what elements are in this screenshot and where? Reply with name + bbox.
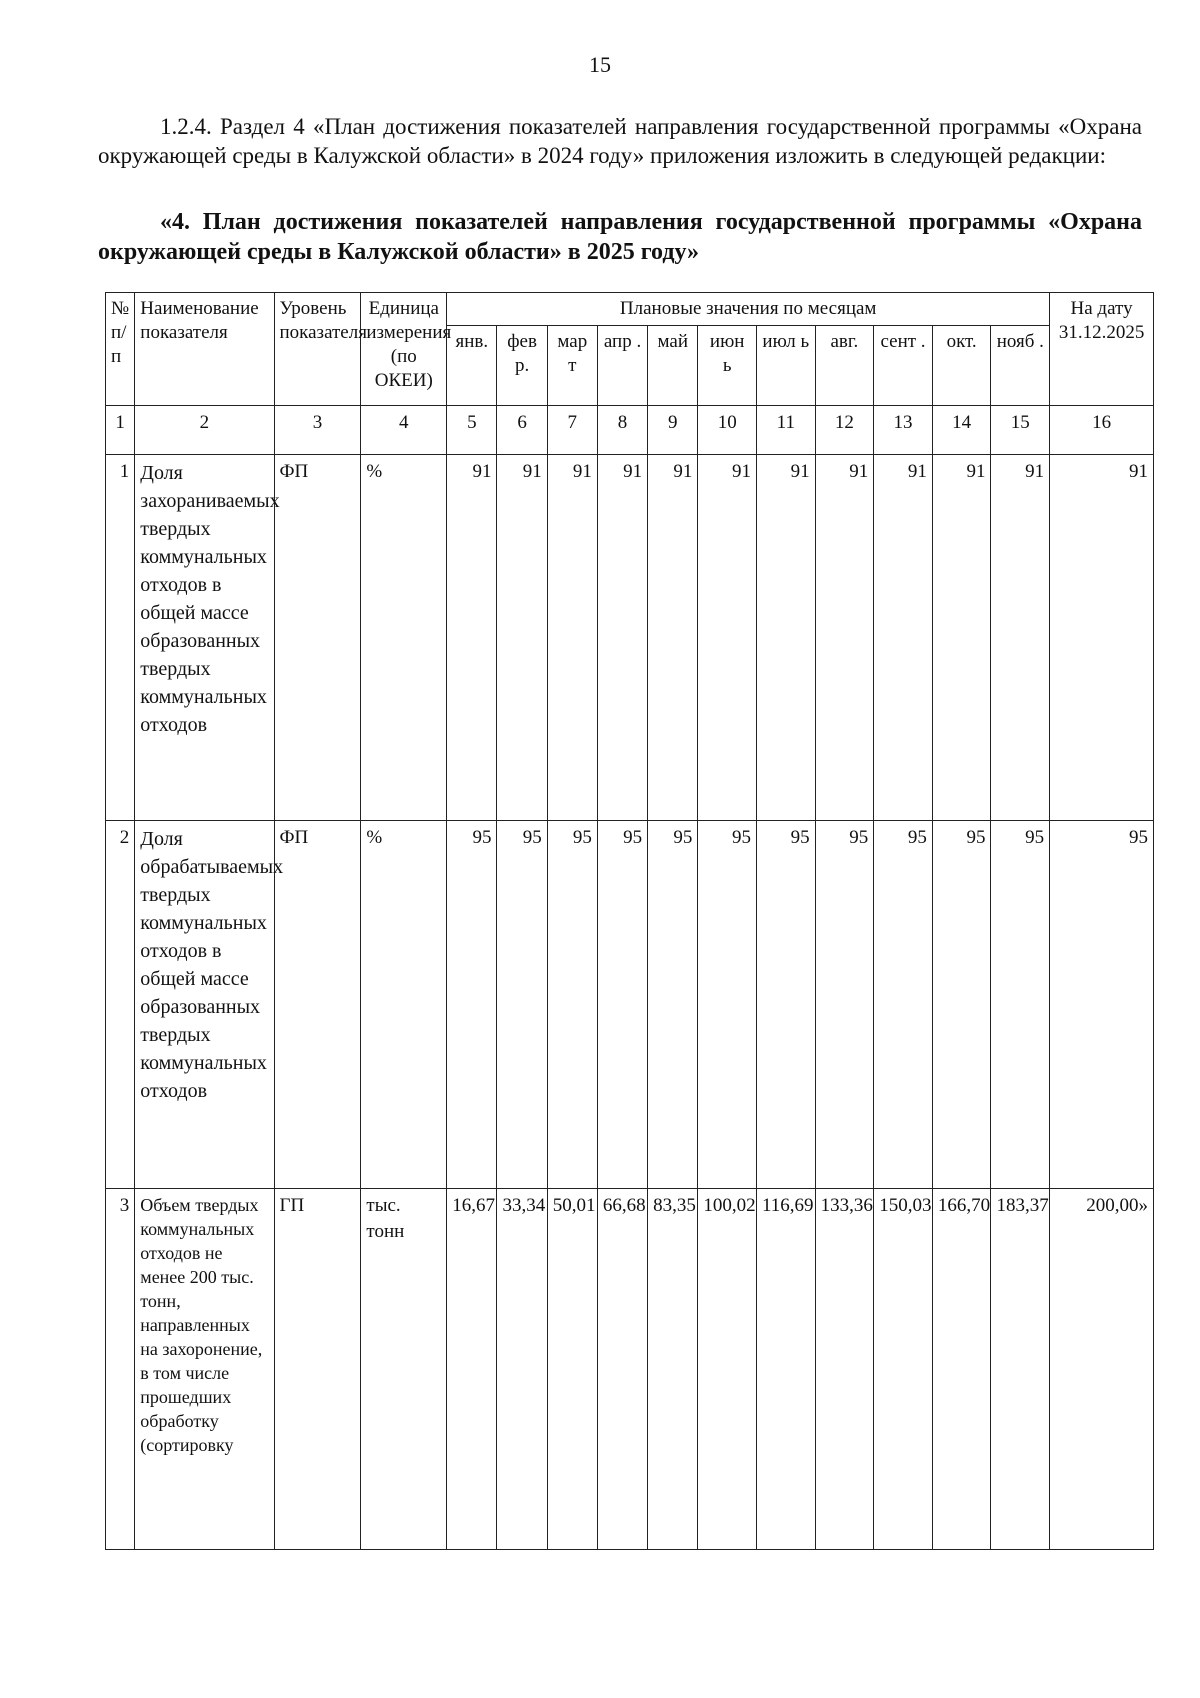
- intro-paragraph: [98, 112, 1142, 170]
- header-unit: Единица измерения (по ОКЕИ): [361, 293, 447, 406]
- month-value: 91: [932, 455, 991, 821]
- month-value: 95: [874, 821, 933, 1189]
- header-num: № п/п: [106, 293, 135, 406]
- column-number: 11: [757, 406, 816, 455]
- column-number: 4: [361, 406, 447, 455]
- row-num: 3: [106, 1189, 135, 1550]
- header-month: авг.: [815, 326, 874, 406]
- column-number: 12: [815, 406, 874, 455]
- indicator-level: ФП: [274, 455, 361, 821]
- column-number: 7: [547, 406, 597, 455]
- header-month: апр .: [597, 326, 647, 406]
- month-value: 166,70: [932, 1189, 991, 1550]
- month-value: 100,02: [698, 1189, 757, 1550]
- column-number: 1: [106, 406, 135, 455]
- month-value: 95: [447, 821, 497, 1189]
- month-value: 95: [698, 821, 757, 1189]
- column-number: 15: [991, 406, 1050, 455]
- date-value: 200,00»: [1050, 1189, 1154, 1550]
- month-value: 95: [991, 821, 1050, 1189]
- header-month: янв.: [447, 326, 497, 406]
- month-value: 116,69: [757, 1189, 816, 1550]
- header-name: Наименование показателя: [135, 293, 274, 406]
- header-month: сент .: [874, 326, 933, 406]
- date-value: 95: [1050, 821, 1154, 1189]
- intro-text: 1.2.4. Раздел 4 «План достижения показателей направления государственной программы «Охрана окружающей среды в Калужской области» в 2024 году» приложения изложить в следующей редакции:: [98, 114, 1142, 168]
- row-num: 1: [106, 455, 135, 821]
- month-value: 95: [932, 821, 991, 1189]
- month-value: 95: [547, 821, 597, 1189]
- month-value: 133,36: [815, 1189, 874, 1550]
- column-number: 3: [274, 406, 361, 455]
- section-title: [98, 207, 1142, 267]
- month-value: 91: [991, 455, 1050, 821]
- column-number: 16: [1050, 406, 1154, 455]
- header-month: июл ь: [757, 326, 816, 406]
- month-value: 50,01: [547, 1189, 597, 1550]
- column-number: 5: [447, 406, 497, 455]
- indicator-level: ФП: [274, 821, 361, 1189]
- month-value: 95: [497, 821, 547, 1189]
- column-number: 8: [597, 406, 647, 455]
- header-month: мар т: [547, 326, 597, 406]
- section-title-text: «4. План достижения показателей направления государственной программы «Охрана окружающей среды в Калужской области» в 2025 году»: [98, 209, 1142, 265]
- indicator-level: ГП: [274, 1189, 361, 1550]
- month-value: 91: [698, 455, 757, 821]
- date-value: 91: [1050, 455, 1154, 821]
- indicator-name: Доля захораниваемых твердых коммунальных отходов в общей массе образованных твердых коммунальных отходов: [135, 455, 274, 821]
- month-value: 91: [497, 455, 547, 821]
- month-value: 95: [757, 821, 816, 1189]
- header-month: окт.: [932, 326, 991, 406]
- indicator-unit: %: [361, 455, 447, 821]
- month-value: 91: [648, 455, 698, 821]
- plan-table: [105, 292, 1154, 1550]
- table-row: [106, 821, 1154, 1189]
- month-value: 95: [648, 821, 698, 1189]
- header-month: июн ь: [698, 326, 757, 406]
- month-value: 16,67: [447, 1189, 497, 1550]
- indicator-unit: тыс. тонн: [361, 1189, 447, 1550]
- month-value: 83,35: [648, 1189, 698, 1550]
- column-number: 10: [698, 406, 757, 455]
- month-value: 66,68: [597, 1189, 647, 1550]
- month-value: 91: [757, 455, 816, 821]
- month-value: 91: [815, 455, 874, 821]
- header-monthly: Плановые значения по месяцам: [447, 293, 1050, 326]
- table-row: [106, 455, 1154, 821]
- column-number-row: [106, 406, 1154, 455]
- month-value: 95: [815, 821, 874, 1189]
- column-number: 6: [497, 406, 547, 455]
- month-value: 91: [447, 455, 497, 821]
- month-value: 183,37: [991, 1189, 1050, 1550]
- page-number: 15: [589, 52, 611, 77]
- column-number: 9: [648, 406, 698, 455]
- column-number: 2: [135, 406, 274, 455]
- header-date: На дату 31.12.2025: [1050, 293, 1154, 406]
- month-value: 33,34: [497, 1189, 547, 1550]
- indicator-unit: %: [361, 821, 447, 1189]
- month-value: 91: [597, 455, 647, 821]
- indicator-name: Объем твердых коммунальных отходов не менее 200 тыс. тонн, направленных на захоронение, в том числе прошедших обработку (сортировку: [135, 1189, 274, 1550]
- month-value: 95: [597, 821, 647, 1189]
- indicator-name: Доля обрабатываемых твердых коммунальных отходов в общей массе образованных твердых коммунальных отходов: [135, 821, 274, 1189]
- header-month: май: [648, 326, 698, 406]
- header-month: нояб .: [991, 326, 1050, 406]
- month-value: 150,03: [874, 1189, 933, 1550]
- column-number: 14: [932, 406, 991, 455]
- table-row: [106, 1189, 1154, 1550]
- header-row: [106, 293, 1154, 326]
- month-value: 91: [547, 455, 597, 821]
- column-number: 13: [874, 406, 933, 455]
- header-month: фев р.: [497, 326, 547, 406]
- header-level: Уровень показателя: [274, 293, 361, 406]
- row-num: 2: [106, 821, 135, 1189]
- month-value: 91: [874, 455, 933, 821]
